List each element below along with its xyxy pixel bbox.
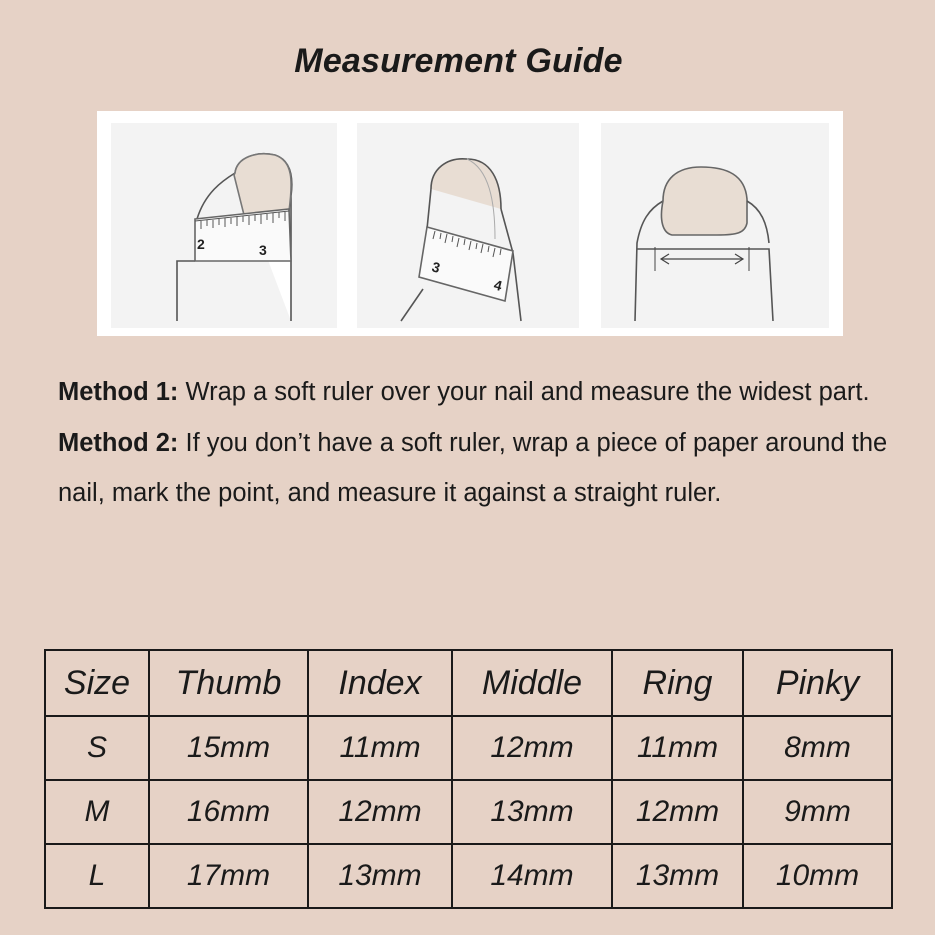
- index-cell: 11mm: [308, 716, 452, 780]
- ring-cell: 11mm: [612, 716, 743, 780]
- instructions: [58, 367, 898, 519]
- method-1-label: Method 1:: [58, 378, 179, 406]
- method-2: [58, 418, 898, 519]
- index-cell: 12mm: [308, 780, 452, 844]
- ruler-label-3: 3: [259, 242, 267, 258]
- header-thumb: Thumb: [149, 650, 308, 716]
- size-cell: M: [45, 780, 149, 844]
- method-1-text: Wrap a soft ruler over your nail and measure the widest part.: [178, 378, 870, 406]
- pinky-cell: 10mm: [743, 844, 892, 908]
- method-2-text: If you don’t have a soft ruler, wrap a piece of paper around the nail, mark the point, and measure it against a straight ruler.: [58, 428, 888, 507]
- size-cell: L: [45, 844, 149, 908]
- thumb-cell: 16mm: [149, 780, 308, 844]
- thumb-cell: 17mm: [149, 844, 308, 908]
- header-ring: Ring: [612, 650, 743, 716]
- pinky-cell: 9mm: [743, 780, 892, 844]
- thumb-cell: 15mm: [149, 716, 308, 780]
- header-middle: Middle: [452, 650, 612, 716]
- panel-2-bg: [357, 123, 579, 328]
- middle-cell: 12mm: [452, 716, 612, 780]
- ruler-label-3b: 3: [430, 258, 442, 276]
- header-index: Index: [308, 650, 452, 716]
- ring-cell: 12mm: [612, 780, 743, 844]
- page-title: Measurement Guide: [294, 42, 623, 80]
- method-2-label: Method 2:: [58, 428, 179, 457]
- middle-cell: 14mm: [452, 844, 612, 908]
- index-cell: 13mm: [308, 844, 452, 908]
- table-header-row: [45, 650, 892, 716]
- measurement-illustration: [97, 111, 843, 336]
- method-1: [58, 367, 898, 418]
- middle-cell: 13mm: [452, 780, 612, 844]
- ring-cell: 13mm: [612, 844, 743, 908]
- header-pinky: Pinky: [743, 650, 892, 716]
- pinky-cell: 8mm: [743, 716, 892, 780]
- table-row: [45, 844, 892, 908]
- ruler-label-2: 2: [197, 236, 205, 252]
- size-cell: S: [45, 716, 149, 780]
- table-row: [45, 716, 892, 780]
- header-size: Size: [45, 650, 149, 716]
- ruler-label-4: 4: [492, 276, 504, 294]
- size-table: [44, 649, 893, 909]
- table-row: [45, 780, 892, 844]
